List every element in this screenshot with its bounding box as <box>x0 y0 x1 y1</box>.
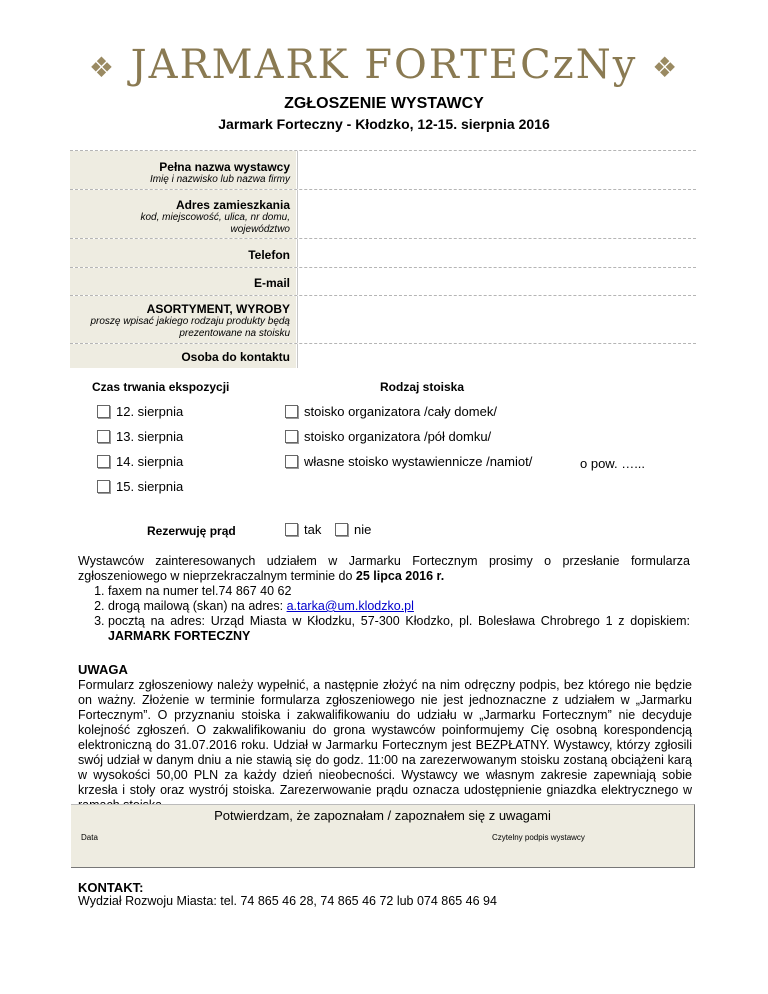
field-row-address <box>70 190 696 238</box>
page-subtitle: Jarmark Forteczny - Kłodzko, 12-15. sierpnia 2016 <box>218 116 550 132</box>
field-label-name: Pełna nazwa wystawcy <box>159 160 290 174</box>
contact-heading: KONTAKT: <box>78 880 144 895</box>
area-label: o pow. …... <box>580 456 646 471</box>
address-input[interactable] <box>297 190 696 238</box>
method-email: 2. drogą mailową (skan) na adres: a.tarka@um.klodzko.pl <box>108 599 690 614</box>
field-label-contact-person: Osoba do kontaktu <box>181 350 290 364</box>
submission-info: Wystawców zainteresowanych udziałem w Jarmarku Fortecznym prosimy o przesłanie formularza zgłoszeniowego w nieprzekraczalnym terminie do 25 lipca 2016 r. 1. faxem na numer tel.74 867 40 62 2. drogą mailową (skan) na adres: a.tarka@um.klodzko.pl 3. pocztą na adres: Urząd Miasta w Kłodzku, 57-300 Kłodzko, pl. Bolesława Chrobrego 1 z dopiskiem: JARMARK FORTECZNY <box>78 554 690 644</box>
uwaga-text: Formularz zgłoszeniowy należy wypełnić, a następnie złożyć na nim odręczny podpis, bez którego nie będzie on ważny. Złożenie w terminie formularza zgłoszeniowego nie jest jednoznaczne z udziałem w „Jarmarku Fortecznym”. O przyznaniu stoiska i zakwalifikowaniu do udziału w „Jarmarku Fortecznym” nie decyduje kolejność zgłoszeń. O zakwalifikowaniu do grona wystawców poinformujemy Cię osobną korespondencją elektroniczną do 31.07.2016 roku. Udział w Jarmarku Fortecznym jest BEZPŁATNY. Wystawcy, którzy zgłosili swój udział w danym dniu a nie stawią się do godz. 11:00 na zarezerwowanym stoisku zostaną obciążeni karą w wysokości 50,00 PLN za każdy dzień nieobecności. Wystawcy we własnym zakresie zapewniają sobie krzesła i stoły oraz wystrój stoiska. Zarezerwowanie prądu oznacza udostępnienie gniazdka elektrycznego w <box>78 678 692 797</box>
power-option-yes[interactable]: tak <box>285 522 321 537</box>
field-hint-address: kod, miejscowość, ulica, nr domu, województwo <box>140 212 290 235</box>
signature-label: Czytelny podpis wystawcy <box>492 833 585 842</box>
ornament-icon: ❖ <box>652 51 680 84</box>
field-row-email <box>70 268 696 295</box>
field-hint-name: Imię i nazwisko lub nazwa firmy <box>149 174 290 185</box>
checkbox-icon[interactable] <box>285 430 298 443</box>
date-label: Data <box>81 833 98 842</box>
contact-person-input[interactable] <box>297 344 696 368</box>
field-label-address: Adres zamieszkania <box>175 198 290 212</box>
stand-option-half-house[interactable]: stoisko organizatora /pół domku/ <box>285 429 491 444</box>
stand-option-full-house[interactable]: stoisko organizatora /cały domek/ <box>285 404 497 419</box>
duration-header: Czas trwania ekspozycji <box>92 380 230 394</box>
submission-methods <box>78 584 690 644</box>
checkbox-icon[interactable] <box>97 455 110 468</box>
field-label-email: E-mail <box>253 276 290 290</box>
checkbox-icon[interactable] <box>285 523 298 536</box>
name-input[interactable] <box>297 151 696 189</box>
email-link[interactable]: a.tarka@um.klodzko.pl <box>286 599 414 613</box>
confirmation-box <box>71 804 695 868</box>
field-label-phone: Telefon <box>248 248 290 262</box>
checkbox-icon[interactable] <box>97 430 110 443</box>
field-hint-assortment: proszę wpisać jakiego rodzaju produkty będą prezentowane na stoisku <box>90 316 290 339</box>
contact-text: Wydział Rozwoju Miasta: tel. 74 865 46 28, 74 865 46 72 lub 074 865 46 94 <box>78 894 497 908</box>
assortment-input[interactable] <box>297 296 696 343</box>
method-fax: 1. faxem na numer tel.74 867 40 62 <box>108 584 690 599</box>
day-option-13[interactable]: 13. sierpnia <box>97 429 183 444</box>
field-row-assortment <box>70 296 696 343</box>
field-row-phone <box>70 239 696 267</box>
stand-option-own-tent[interactable]: własne stoisko wystawiennicze /namiot/ <box>285 454 532 469</box>
checkbox-icon[interactable] <box>285 405 298 418</box>
day-option-14[interactable]: 14. sierpnia <box>97 454 183 469</box>
uwaga-heading: UWAGA <box>78 662 128 677</box>
power-option-no[interactable]: nie <box>335 522 371 537</box>
field-row-name <box>70 151 696 189</box>
page-title: ZGŁOSZENIE WYSTAWCY <box>284 95 484 112</box>
confirmation-title: Potwierdzam, że zapoznałam / zapoznałem się z uwagami <box>214 808 551 823</box>
ornament-icon: ❖ <box>88 51 116 84</box>
checkbox-icon[interactable] <box>97 405 110 418</box>
field-row-contact-person <box>70 344 696 368</box>
method-post: 3. pocztą na adres: Urząd Miasta w Kłodzku, 57-300 Kłodzko, pl. Bolesława Chrobrego 1 z dopiskiem: JARMARK FORTECZNY <box>108 614 690 644</box>
checkbox-icon[interactable] <box>97 480 110 493</box>
exhibitor-form <box>70 150 696 368</box>
stand-type-header: Rodzaj stoiska <box>380 380 465 394</box>
field-label-assortment: ASORTYMENT, WYROBY <box>146 302 290 316</box>
jarmark-logo <box>0 40 768 90</box>
power-label: Rezerwuję prąd <box>147 524 236 538</box>
checkbox-icon[interactable] <box>285 455 298 468</box>
deadline: 25 lipca 2016 r. <box>355 569 445 583</box>
logo-text: JARMARK FORTECzNy <box>130 42 638 88</box>
email-input[interactable] <box>297 268 696 295</box>
checkbox-icon[interactable] <box>335 523 348 536</box>
day-option-12[interactable]: 12. sierpnia <box>97 404 183 419</box>
phone-input[interactable] <box>297 239 696 267</box>
day-option-15[interactable]: 15. sierpnia <box>97 479 183 494</box>
